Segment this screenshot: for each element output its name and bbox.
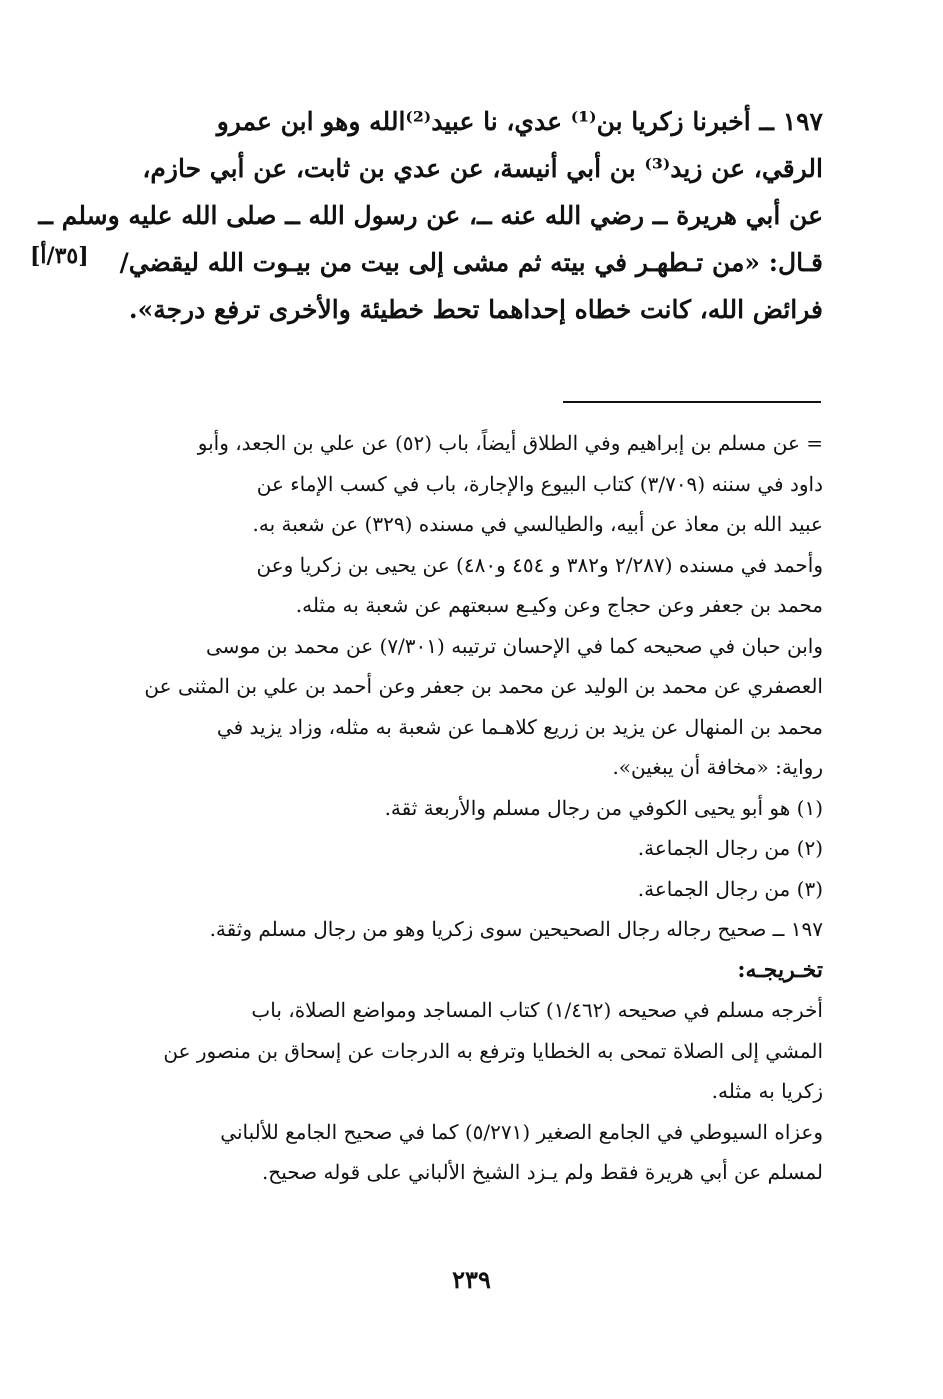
footnote-3 <box>111 869 823 910</box>
takhrij-line: زكريا به مثله. <box>711 1079 823 1103</box>
takhrij-line: وعزاه السيوطي في الجامع الصغير (٥/٢٧١) كما في صحيح الجامع للألباني <box>220 1119 823 1144</box>
footnote-continuation-line: داود في سننه (٣/٧٠٩) كتاب البيوع والإجارة، باب في كسب الإماء عن <box>256 471 823 496</box>
footnote-marker: (٢) <box>796 836 823 860</box>
hadith-line: ١٩٧ ــ أخبرنا زكريا بن⁽¹⁾ عدي، نا عبيد⁽²⁾الله وهو ابن عمرو <box>216 107 823 136</box>
footnote-marker: (٣) <box>796 876 823 901</box>
footnote-2 <box>111 828 823 869</box>
footnotes <box>111 423 823 1193</box>
page-number: ٢٣٩ <box>452 1265 491 1294</box>
footnote-continuation-line: عبيد الله بن معاذ عن أبيه، والطيالسي في مسنده (٣٢٩) عن شعبة به. <box>252 512 823 536</box>
footnote-continuation-line: وأحمد في مسنده (٢/٢٨٧ و٣٨٢ و ٤٥٤ و٤٨٠) عن يحيى بن زكريا وعن <box>256 552 823 577</box>
footnote-text: هو أبو يحيى الكوفي من رجال مسلم والأربعة ثقة. <box>384 795 791 820</box>
hadith-line: عن أبي هريرة ــ رضي الله عنه ــ، عن رسول الله ــ صلى الله عليه وسلم ــ <box>38 201 823 230</box>
footnote-continuation-line: رواية: «مخافة أن يبغين». <box>612 755 823 779</box>
hadith-line: الرقي، عن زيد⁽³⁾ بن أبي أنيسة، عن عدي بن ثابت، عن أبي حازم، <box>142 154 823 183</box>
footnote-continuation-line: محمد بن جعفر وعن حجاج وعن وكيـع سبعتهم عن شعبة به مثله. <box>295 593 823 617</box>
manuscript-folio-ref: [٣٥/أ] <box>30 243 89 269</box>
footnote-continuation-line: = عن مسلم بن إبراهيم وفي الطلاق أيضاً، باب (٥٢) عن علي بن الجعد، وأبو <box>197 431 823 455</box>
footnote-continuation-line: محمد بن المنهال عن يزيد بن زريع كلاهـما عن شعبة به مثله، وزاد يزيد في <box>216 714 823 739</box>
footnote-divider <box>563 401 821 403</box>
hadith-line: فرائض الله، كانت خطاه إحداهما تحط خطيئة والأخرى ترفع درجة». <box>128 295 823 324</box>
footnote-text: من رجال الجماعة. <box>637 836 791 860</box>
hadith-grading-note: ١٩٧ ــ صحيح رجاله رجال الصحيحين سوى زكريا وهو من رجال مسلم وثقة. <box>209 917 823 941</box>
takhrij-line: المشي إلى الصلاة تمحى به الخطايا وترفع به الدرجات عن إسحاق بن منصور عن <box>163 1038 823 1063</box>
takhrij-line: أخرجه مسلم في صحيحه (١/٤٦٢) كتاب المساجد ومواضع الصلاة، باب <box>251 998 823 1022</box>
footnote-1 <box>111 788 823 829</box>
footnote-text: من رجال الجماعة. <box>637 876 791 901</box>
takhrij-heading: تخـريجـه: <box>737 956 823 983</box>
footnote-marker: (١) <box>796 795 823 820</box>
footnote-continuation-line: العصفري عن محمد بن الوليد عن محمد بن جعفر وعن أحمد بن علي بن المثنى عن <box>144 674 823 698</box>
hadith-line: قـال: «من تـطهـر في بيته ثم مشى إلى بيت من بيـوت الله ليقضي/ <box>119 248 823 277</box>
takhrij-line: لمسلم عن أبي هريرة فقط ولم يـزد الشيخ الألباني على قوله صحيح. <box>261 1160 823 1184</box>
footnote-continuation-line: وابن حبان في صحيحه كما في الإحسان ترتيبه (٧/٣٠١) عن محمد بن موسى <box>205 633 823 658</box>
